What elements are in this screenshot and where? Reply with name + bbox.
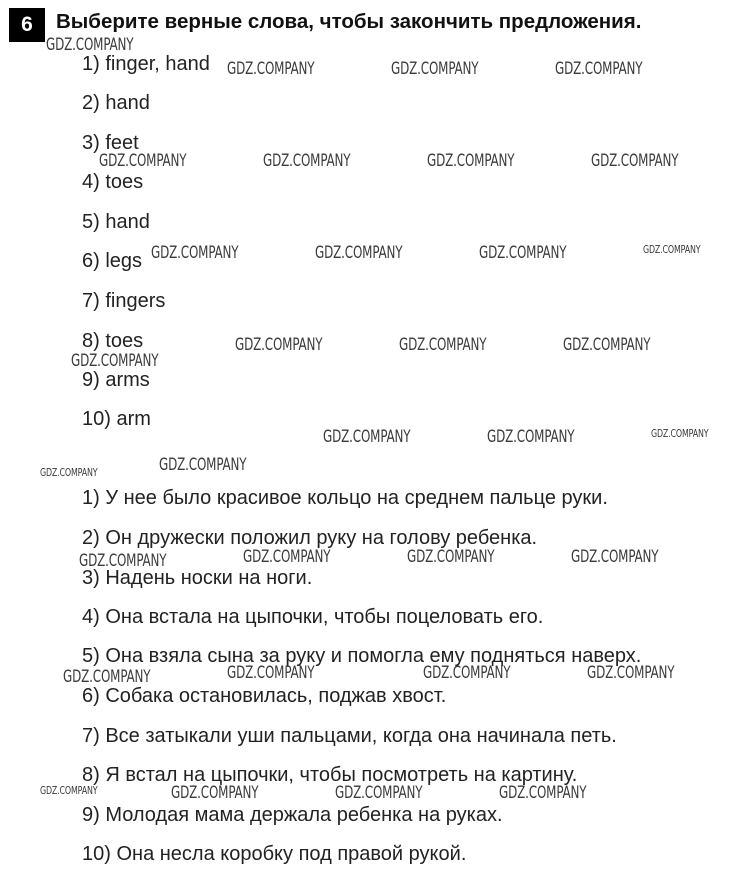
watermark-text: GDZ.COMPANY [399, 335, 487, 355]
watermark-text: GDZ.COMPANY [171, 783, 259, 803]
watermark-text: GDZ.COMPANY [423, 663, 511, 683]
translation-item: 6) Собака остановилась, поджав хвост. [82, 685, 447, 707]
answer-item: 7) fingers [82, 290, 166, 312]
answer-item: 2) hand [82, 92, 150, 114]
watermark-text: GDZ.COMPANY [71, 351, 159, 371]
watermark-text: GDZ.COMPANY [227, 663, 315, 683]
watermark-text: GDZ.COMPANY [63, 667, 151, 687]
watermark-text: GDZ.COMPANY [479, 243, 567, 263]
watermark-text: GDZ.COMPANY [651, 427, 709, 440]
answer-item: 1) finger, hand [82, 53, 210, 75]
watermark-text: GDZ.COMPANY [499, 783, 587, 803]
answer-item: 8) toes [82, 330, 144, 352]
watermark-text: GDZ.COMPANY [151, 243, 239, 263]
answer-item: 6) legs [82, 250, 143, 272]
answer-item: 3) feet [82, 132, 139, 154]
translation-item: 10) Она несла коробку под правой рукой. [82, 843, 467, 865]
translation-item: 4) Она встала на цыпочки, чтобы поцеловать его. [82, 606, 544, 628]
watermark-text: GDZ.COMPANY [235, 335, 323, 355]
answer-item: 4) toes [82, 171, 144, 193]
answer-item: 9) arms [82, 369, 150, 391]
watermark-text: GDZ.COMPANY [159, 455, 247, 475]
watermark-text: GDZ.COMPANY [555, 59, 643, 79]
task-title: Выберите верные слова, чтобы закончить предложения. [56, 10, 642, 33]
watermark-text: GDZ.COMPANY [40, 466, 98, 479]
watermark-text: GDZ.COMPANY [407, 547, 495, 567]
task-number-badge [9, 8, 45, 42]
watermark-text: GDZ.COMPANY [335, 783, 423, 803]
translation-item: 9) Молодая мама держала ребенка на руках. [82, 804, 503, 826]
watermark-text: GDZ.COMPANY [323, 427, 411, 447]
task-number: 6 [21, 13, 33, 36]
translation-item: 3) Надень носки на ноги. [82, 567, 313, 589]
answer-item: 5) hand [82, 211, 150, 233]
translation-item: 7) Все затыкали уши пальцами, когда она начинала петь. [82, 725, 617, 747]
translation-item: 5) Она взяла сына за руку и помогла ему подняться наверх. [82, 645, 642, 667]
watermark-text: GDZ.COMPANY [571, 547, 659, 567]
watermark-text: GDZ.COMPANY [587, 663, 675, 683]
watermark-text: GDZ.COMPANY [315, 243, 403, 263]
watermark-text: GDZ.COMPANY [243, 547, 331, 567]
translation-item: 2) Он дружески положил руку на голову ребенка. [82, 527, 538, 549]
watermark-text: GDZ.COMPANY [643, 243, 701, 256]
watermark-text: GDZ.COMPANY [391, 59, 479, 79]
watermark-text: GDZ.COMPANY [563, 335, 651, 355]
watermark-text: GDZ.COMPANY [263, 151, 351, 171]
watermark-text: GDZ.COMPANY [487, 427, 575, 447]
answer-item: 10) arm [82, 408, 151, 430]
watermark-text: GDZ.COMPANY [427, 151, 515, 171]
watermark-text: GDZ.COMPANY [591, 151, 679, 171]
watermark-text: GDZ.COMPANY [227, 59, 315, 79]
translation-item: 1) У нее было красивое кольцо на среднем пальце руки. [82, 487, 608, 509]
watermark-text: GDZ.COMPANY [46, 35, 134, 55]
watermark-text: GDZ.COMPANY [79, 551, 167, 571]
watermark-text: GDZ.COMPANY [99, 151, 187, 171]
watermark-text: GDZ.COMPANY [40, 784, 98, 797]
translation-item: 8) Я встал на цыпочки, чтобы посмотреть на картину. [82, 764, 578, 786]
